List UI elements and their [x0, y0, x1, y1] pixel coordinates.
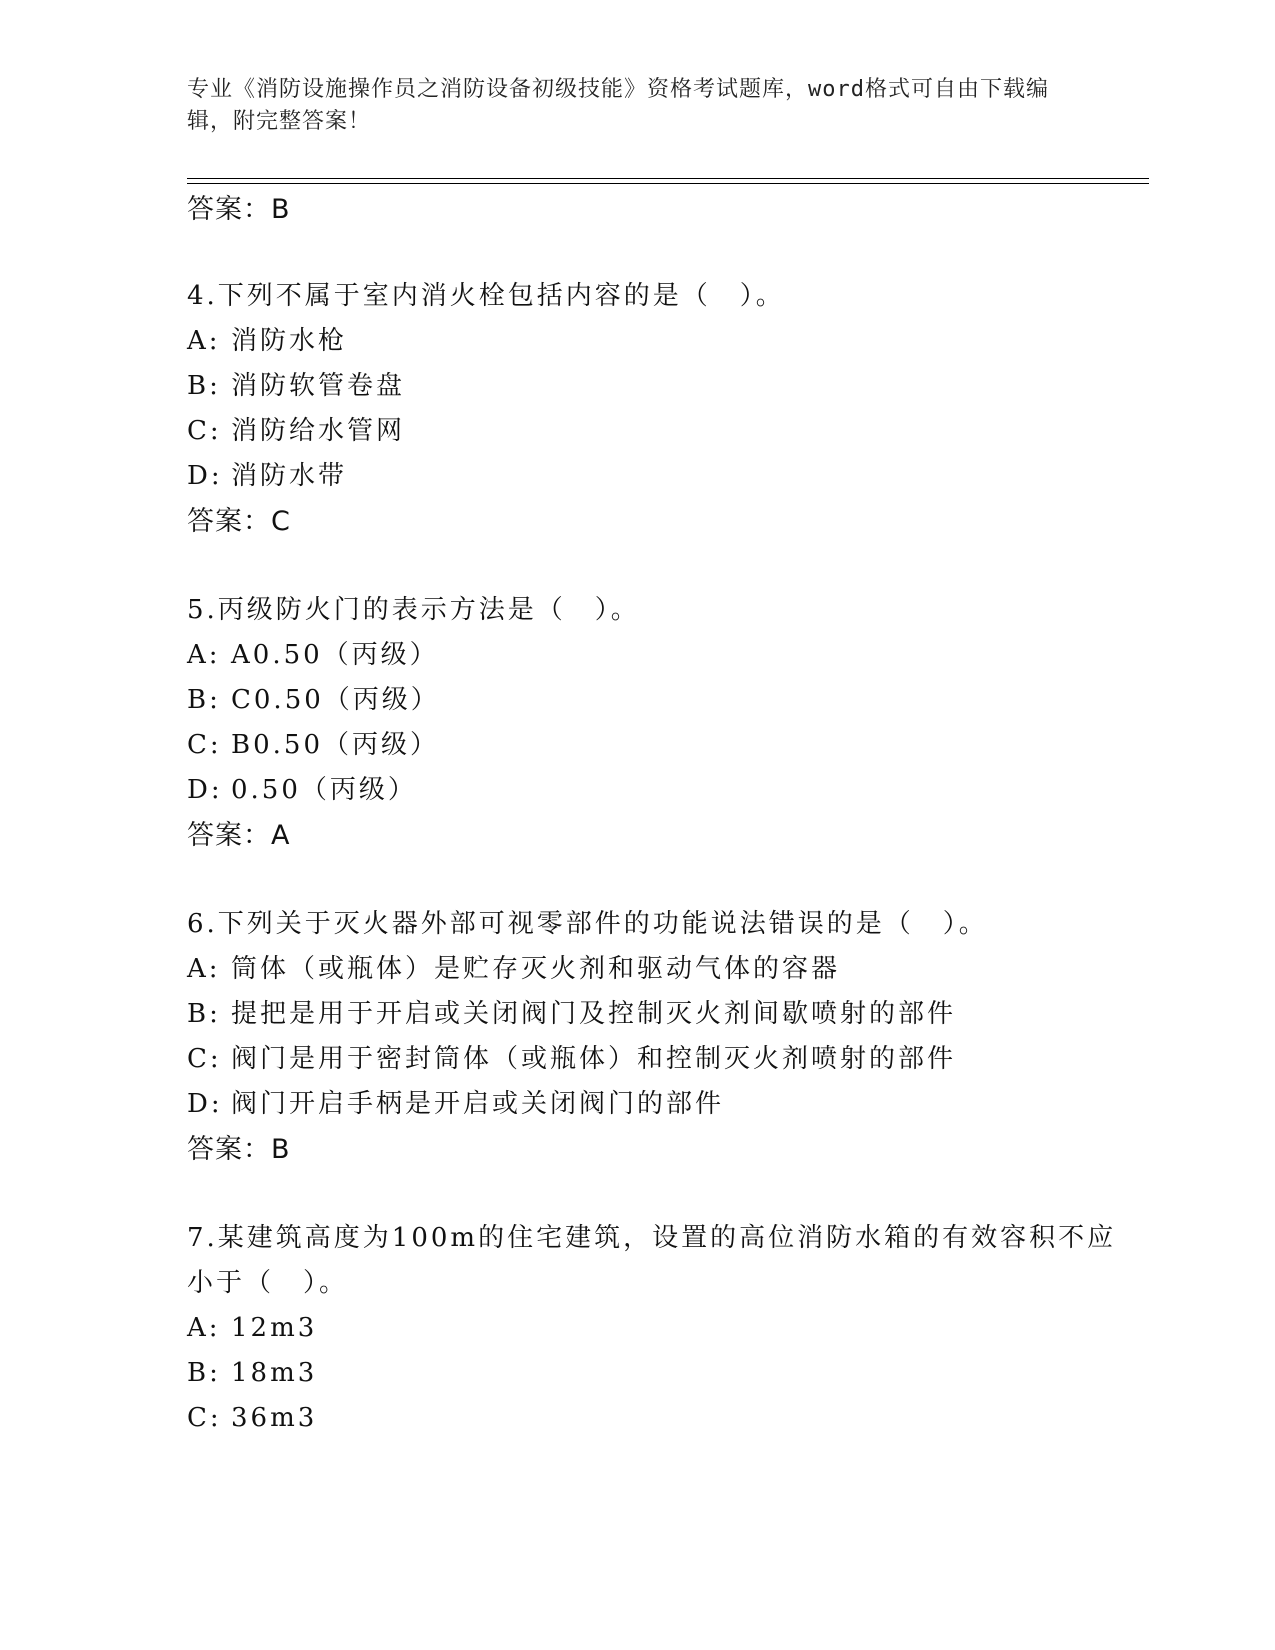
option-text: 36m3: [231, 1403, 318, 1433]
question-block: [187, 274, 1127, 544]
option-text: 筒体（或瓶体）是贮存灭火剂和驱动气体的容器: [231, 954, 841, 984]
question-block: [187, 902, 1127, 1172]
option-text: 提把是用于开启或关闭阀门及控制灭火剂间歇喷射的部件: [231, 999, 957, 1029]
document-header: 专业《消防设施操作员之消防设备初级技能》资格考试题库，word格式可自由下载编辑，附完整答案！: [187, 77, 1049, 134]
answer-option: [187, 723, 1127, 768]
option-label: B:: [187, 999, 221, 1029]
question-block: [187, 588, 1127, 858]
answer-option: [187, 947, 1127, 992]
option-text: 消防水枪: [231, 326, 348, 356]
option-label: C:: [187, 730, 222, 760]
answer-option: [187, 633, 1127, 678]
option-label: B:: [187, 1358, 221, 1388]
answer-option: [187, 768, 1127, 813]
answer-option: [187, 319, 1127, 364]
option-text: 消防给水管网: [231, 416, 406, 446]
option-text: 12m3: [231, 1313, 318, 1343]
answer-option: [187, 1351, 1127, 1396]
previous-answer: 答案：B: [187, 194, 291, 225]
option-label: C:: [187, 416, 222, 446]
question-answer: 答案：A: [187, 820, 291, 851]
option-label: A:: [187, 954, 221, 984]
option-label: A:: [187, 640, 221, 670]
option-text: A0.50（丙级）: [231, 640, 439, 670]
question-stem: 6.下列关于灭火器外部可视零部件的功能说法错误的是（ ）。: [187, 909, 988, 939]
option-label: B:: [187, 685, 221, 715]
answer-option: [187, 364, 1127, 409]
question-answer: 答案：B: [187, 1134, 291, 1165]
option-text: 阀门是用于密封筒体（或瓶体）和控制灭火剂喷射的部件: [231, 1044, 957, 1074]
answer-option: [187, 1396, 1127, 1441]
question-answer: 答案：C: [187, 506, 291, 537]
question-stem: 5.丙级防火门的表示方法是（ ）。: [187, 595, 640, 625]
answer-option: [187, 1306, 1127, 1351]
option-label: D:: [187, 461, 223, 491]
header-divider-bottom: [187, 183, 1149, 184]
question-list: [187, 190, 1127, 1441]
option-text: 18m3: [231, 1358, 318, 1388]
questions-container: [187, 274, 1127, 1441]
option-label: D:: [187, 1089, 223, 1119]
option-label: A:: [187, 326, 221, 356]
option-label: C:: [187, 1403, 222, 1433]
option-label: D:: [187, 775, 223, 805]
answer-option: [187, 678, 1127, 723]
option-text: 消防软管卷盘: [231, 371, 406, 401]
question-block: [187, 1216, 1127, 1441]
option-text: 0.50（丙级）: [231, 775, 417, 805]
answer-option: [187, 1037, 1127, 1082]
option-text: 消防水带: [231, 461, 348, 491]
answer-option: [187, 409, 1127, 454]
header-divider-top: [187, 178, 1149, 179]
answer-option: [187, 992, 1127, 1037]
option-text: B0.50（丙级）: [231, 730, 439, 760]
option-text: C0.50（丙级）: [231, 685, 440, 715]
answer-option: [187, 454, 1127, 499]
question-stem: 4.下列不属于室内消火栓包括内容的是（ ）。: [187, 281, 785, 311]
question-stem: 7.某建筑高度为100m的住宅建筑，设置的高位消防水箱的有效容积不应小于（ ）。: [187, 1223, 1117, 1298]
option-label: C:: [187, 1044, 222, 1074]
option-text: 阀门开启手柄是开启或关闭阀门的部件: [231, 1089, 725, 1119]
answer-option: [187, 1082, 1127, 1127]
option-label: A:: [187, 1313, 221, 1343]
option-label: B:: [187, 371, 221, 401]
